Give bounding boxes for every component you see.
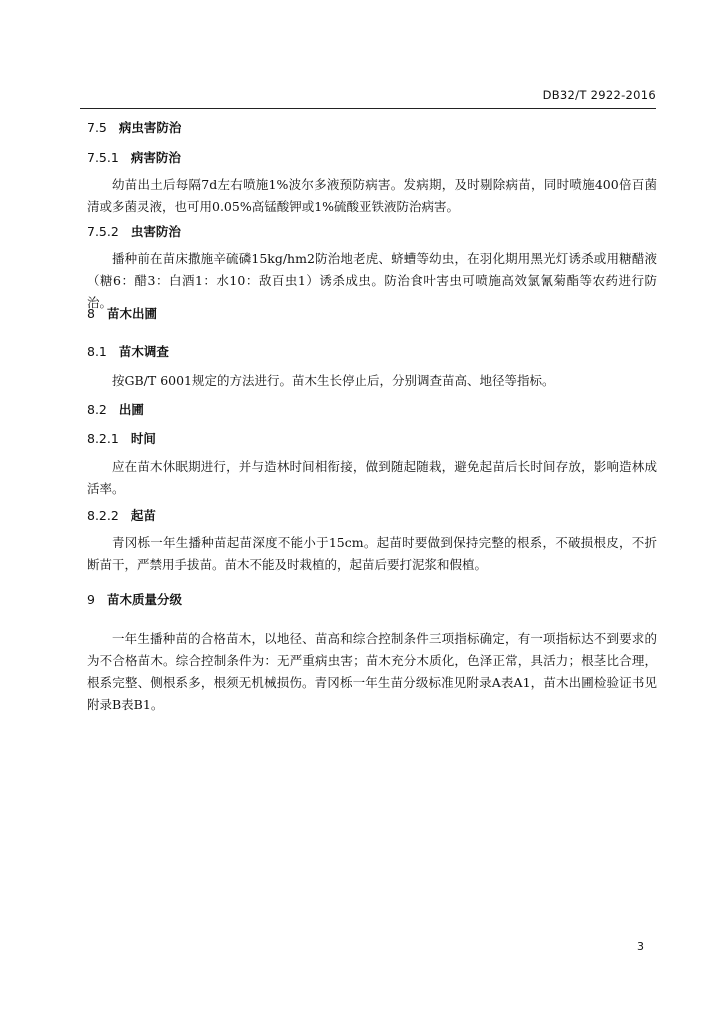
section-title: 病虫害防治 bbox=[118, 120, 182, 135]
section-number: 7.5.2 bbox=[87, 224, 119, 239]
section-number: 9 bbox=[87, 592, 95, 607]
section-title: 病害防治 bbox=[130, 150, 181, 165]
page-number: 3 bbox=[637, 940, 644, 953]
section-title: 苗木调查 bbox=[118, 344, 169, 359]
section-heading-8-2-1 bbox=[87, 431, 156, 447]
section-heading-7-5 bbox=[87, 120, 181, 136]
section-number: 8.2 bbox=[87, 402, 107, 417]
section-title: 出圃 bbox=[118, 402, 144, 417]
paragraph-8-2-1: 应在苗木休眠期进行，并与造林时间相衔接，做到随起随栽，避免起苗后长时间存放，影响造林成活率。 bbox=[87, 459, 657, 496]
section-title: 苗木质量分级 bbox=[106, 592, 182, 607]
section-heading-7-5-2 bbox=[87, 224, 181, 240]
section-title: 时间 bbox=[130, 431, 156, 446]
section-title: 起苗 bbox=[130, 508, 156, 523]
paragraph-7-5-2: 播种前在苗床撒施辛硫磷15kg/hm2防治地老虎、蛴螬等幼虫，在羽化期用黑光灯诱杀或用糖醋液（糖6：醋3：白酒1：水10：敌百虫1）诱杀成虫。防治食叶害虫可喷施高效氯氰菊酯等农药进行防治。 bbox=[87, 251, 657, 310]
section-number: 7.5 bbox=[87, 120, 107, 135]
section-title: 苗木出圃 bbox=[106, 306, 157, 321]
section-heading-7-5-1 bbox=[87, 150, 181, 166]
section-heading-8-1 bbox=[87, 344, 169, 360]
section-number: 8.1 bbox=[87, 344, 107, 359]
paragraph-8-1: 按GB/T 6001规定的方法进行。苗木生长停止后，分别调查苗高、地径等指标。 bbox=[112, 373, 555, 388]
section-heading-9 bbox=[87, 592, 182, 608]
paragraph-9: 一年生播种苗的合格苗木，以地径、苗高和综合控制条件三项指标确定，有一项指标达不到要求的为不合格苗木。综合控制条件为：无严重病虫害；苗木充分木质化，色泽正常，具活力；根茎比合理，根系完整、侧根系多，根须无机械损伤。青冈栎一年生苗分级标准见附录A表A1，苗木出圃检验证书见附录B表B1。 bbox=[87, 631, 657, 712]
header-divider bbox=[80, 108, 656, 109]
document-code: DB32/T 2922-2016 bbox=[542, 88, 656, 102]
section-heading-8 bbox=[87, 306, 157, 322]
section-number: 8.2.2 bbox=[87, 508, 119, 523]
section-number: 7.5.1 bbox=[87, 150, 119, 165]
section-heading-8-2-2 bbox=[87, 508, 156, 524]
paragraph-7-5-1: 幼苗出土后每隔7d左右喷施1%波尔多液预防病害。发病期，及时剔除病苗，同时喷施400倍百菌清或多菌灵液，也可用0.05%高锰酸钾或1%硫酸亚铁液防治病害。 bbox=[87, 177, 657, 214]
section-number: 8.2.1 bbox=[87, 431, 119, 446]
section-number: 8 bbox=[87, 306, 95, 321]
section-title: 虫害防治 bbox=[130, 224, 181, 239]
section-heading-8-2 bbox=[87, 402, 144, 418]
paragraph-8-2-2: 青冈栎一年生播种苗起苗深度不能小于15cm。起苗时要做到保持完整的根系，不破损根皮，不折断苗干，严禁用手拔苗。苗木不能及时栽植的，起苗后要打泥浆和假植。 bbox=[87, 535, 657, 572]
